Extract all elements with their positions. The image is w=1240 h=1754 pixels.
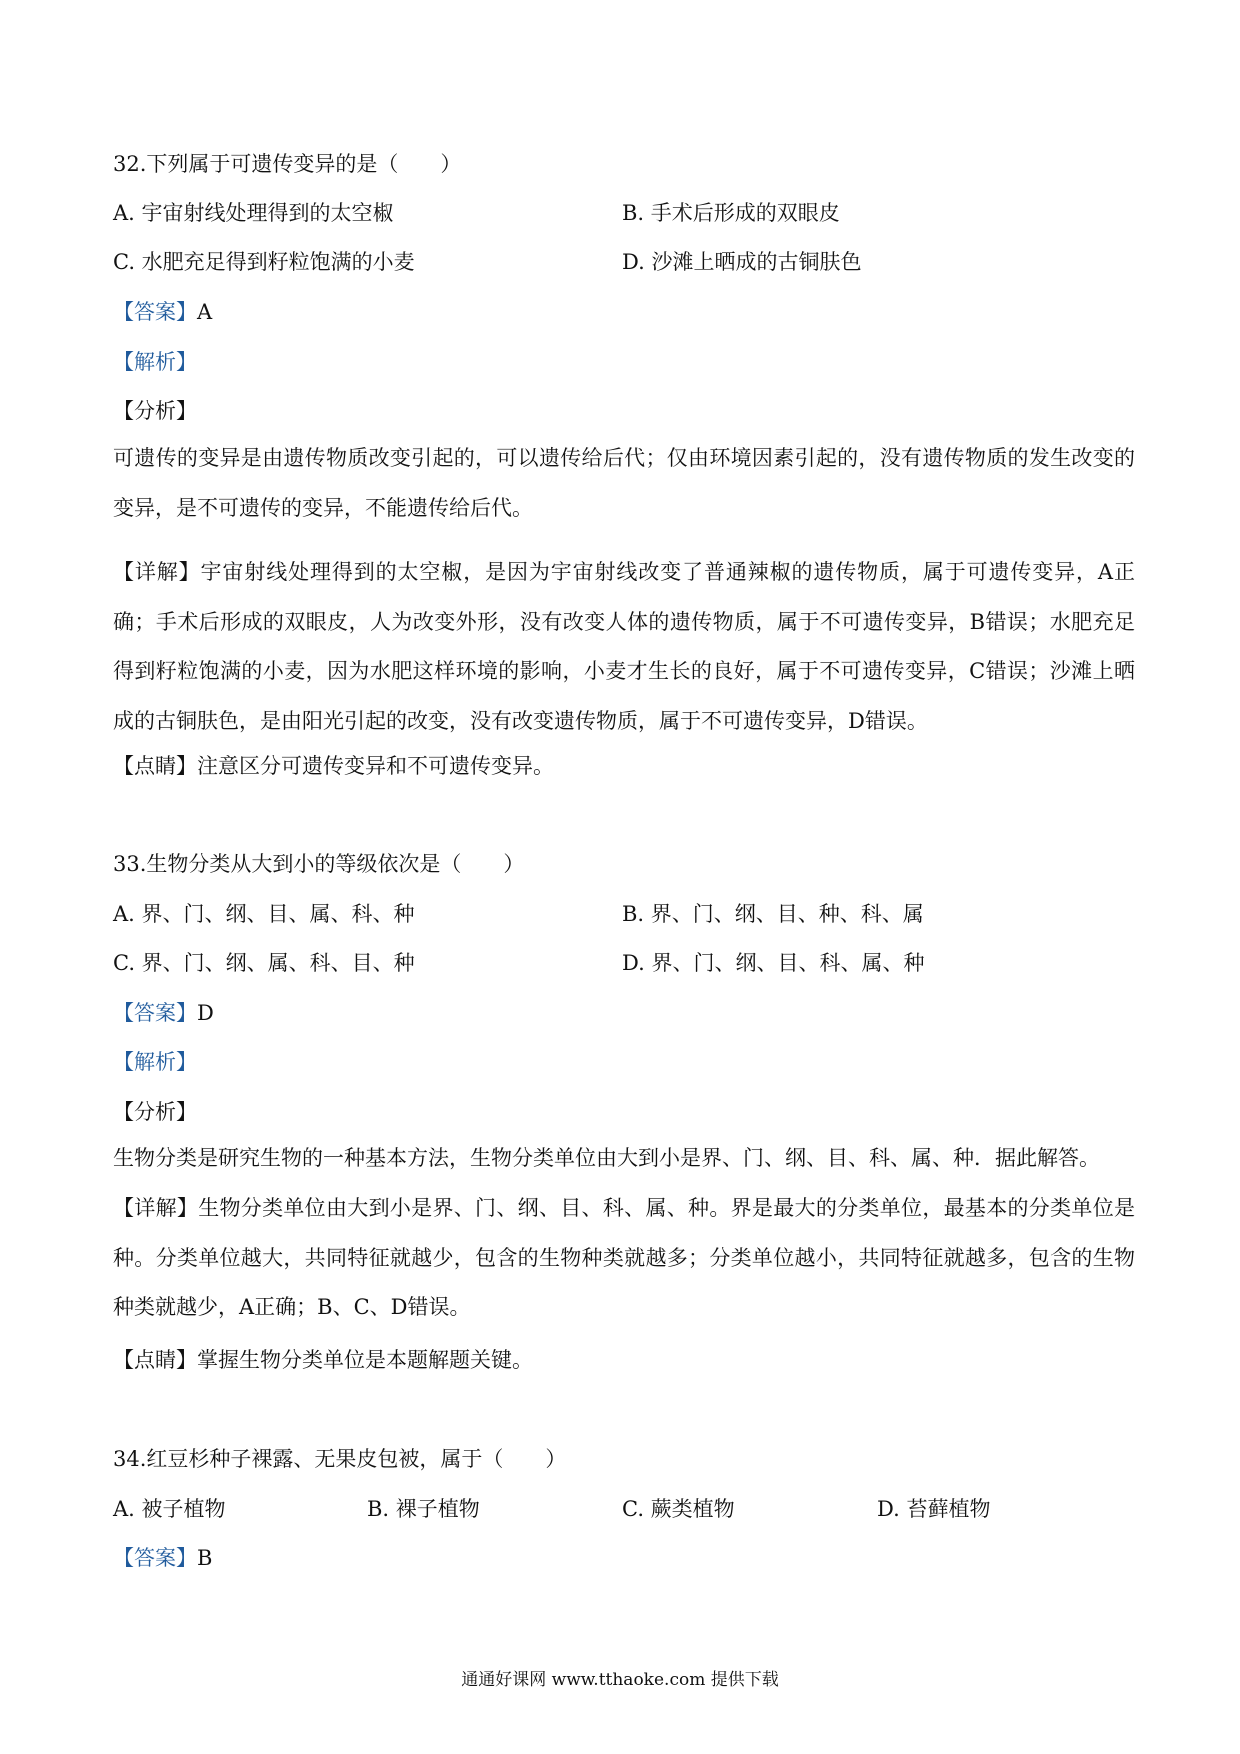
page-footer: 通通好课网 www.tthaoke.com 提供下载 — [461, 1670, 779, 1690]
q32-fenxi-text: 可遗传的变异是由遗传物质改变引起的，可以遗传给后代；仅由环境因素引起的，没有遗传物质的发生改变的变异，是不可遗传的变异，不能遗传给后代。 — [113, 446, 1135, 520]
q34-answer-value: B — [197, 1546, 213, 1570]
q33-fenxi-label: 【分析】 — [113, 1100, 197, 1124]
q32-answer — [113, 296, 212, 326]
q33-answer-label: 【答案】 — [113, 1001, 197, 1025]
q32-fenxi-label: 【分析】 — [113, 399, 197, 423]
q34-answer-label: 【答案】 — [113, 1546, 197, 1570]
q33-fenxi-text: 生物分类是研究生物的一种基本方法，生物分类单位由大到小是界、门、纲、目、科、属、种．据此解答。 — [113, 1146, 1100, 1170]
q32-xiangjie: 【详解】宇宙射线处理得到的太空椒，是因为宇宙射线改变了普通辣椒的遗传物质，属于可遗传变异，A正确；手术后形成的双眼皮，人为改变外形，没有改变人体的遗传物质，属于不可遗传变异，B错误；水肥充足得到籽粒饱满的小麦，因为水肥这样环境的影响，小麦才生长的良好，属于不可遗传变异，C错误；沙滩上晒成的古铜肤色，是由阳光引起的改变，没有改变遗传物质，属于不可遗传变异，D错误。 — [113, 560, 1135, 733]
q34-option-c: C. 蕨类植物 — [622, 1497, 735, 1521]
q32-answer-label: 【答案】 — [113, 300, 197, 324]
q32-answer-value: A — [197, 300, 213, 324]
q32-option-a: A. 宇宙射线处理得到的太空椒 — [113, 201, 394, 225]
q33-xiangjie: 【详解】生物分类单位由大到小是界、门、纲、目、科、属、种。界是最大的分类单位，最基本的分类单位是种。分类单位越大，共同特征就越少，包含的生物种类就越多；分类单位越小，共同特征就越多，包含的生物种类就越少，A正确；B、C、D错误。 — [113, 1196, 1135, 1319]
q33-stem: 33.生物分类从大到小的等级依次是（ ） — [113, 852, 525, 876]
q33-option-a: A. 界、门、纲、目、属、科、种 — [113, 902, 415, 926]
q33-answer-value: D — [197, 1001, 214, 1025]
q34-stem: 34.红豆杉种子裸露、无果皮包被，属于（ ） — [113, 1447, 567, 1471]
q33-answer — [113, 997, 214, 1027]
q32-option-c: C. 水肥充足得到籽粒饱满的小麦 — [113, 250, 415, 274]
q32-jiexi-label: 【解析】 — [113, 350, 197, 374]
q33-jiexi-label: 【解析】 — [113, 1050, 197, 1074]
q34-option-a: A. 被子植物 — [113, 1497, 226, 1521]
q32-option-b: B. 手术后形成的双眼皮 — [622, 201, 840, 225]
q33-option-d: D. 界、门、纲、目、科、属、种 — [622, 951, 925, 975]
q34-option-b: B. 裸子植物 — [367, 1497, 480, 1521]
q33-option-c: C. 界、门、纲、属、科、目、种 — [113, 951, 415, 975]
q32-stem: 32.下列属于可遗传变异的是（ ） — [113, 152, 462, 176]
q34-answer — [113, 1542, 212, 1572]
q34-option-d: D. 苔藓植物 — [877, 1497, 991, 1521]
q33-option-b: B. 界、门、纲、目、种、科、属 — [622, 902, 924, 926]
q32-dianjing: 【点睛】注意区分可遗传变异和不可遗传变异。 — [113, 754, 554, 778]
q32-option-d: D. 沙滩上晒成的古铜肤色 — [622, 250, 862, 274]
q33-dianjing: 【点睛】掌握生物分类单位是本题解题关键。 — [113, 1348, 533, 1372]
